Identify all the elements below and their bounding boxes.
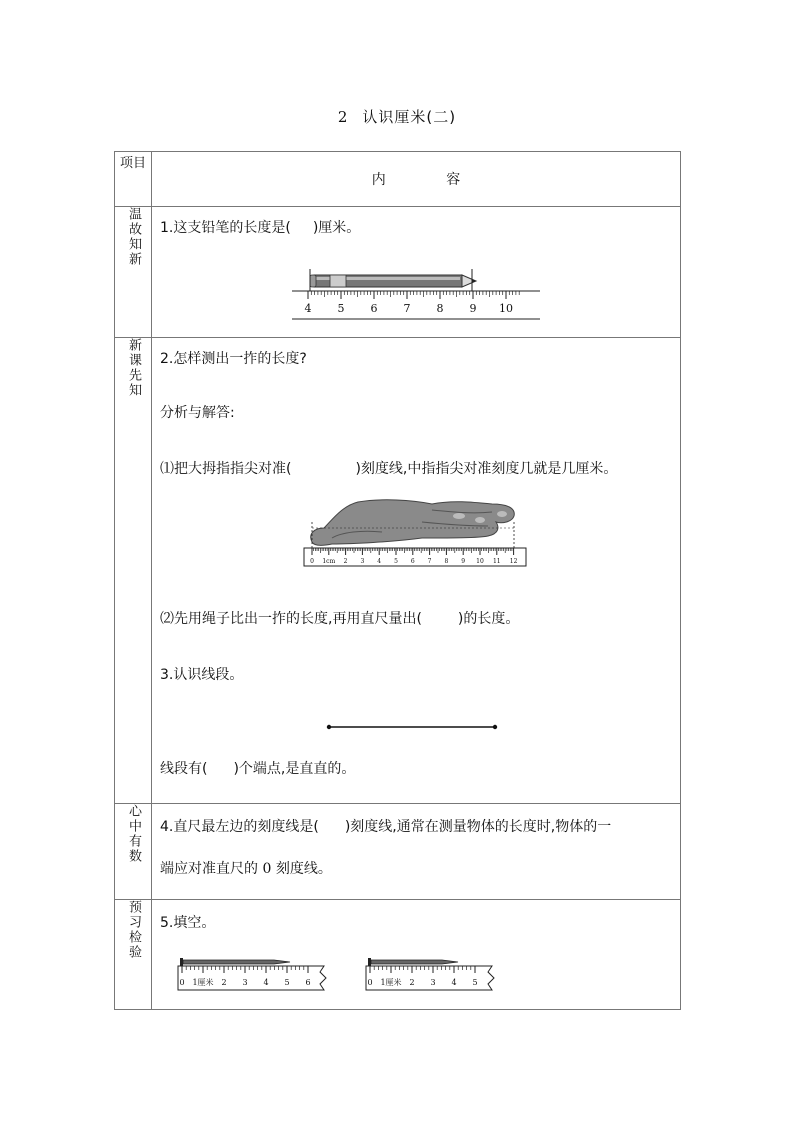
page-title bbox=[0, 106, 794, 127]
q4-zero: 0 bbox=[262, 861, 272, 877]
ruler-tick-label: 5 bbox=[337, 302, 345, 315]
preview-content bbox=[152, 900, 681, 1010]
nail-icon bbox=[368, 958, 458, 966]
question-4-line-1 bbox=[160, 816, 611, 836]
question-1 bbox=[160, 217, 360, 237]
ruler-tick-label: 2 bbox=[409, 978, 415, 987]
preview-row bbox=[115, 900, 681, 1010]
ruler-tick-label: 5 bbox=[394, 558, 398, 565]
step1-text-a: ⑴把大拇指指尖对准( bbox=[160, 461, 292, 477]
hand-icon bbox=[311, 500, 515, 545]
nail-ruler-2-figure bbox=[362, 954, 502, 994]
lesson-table bbox=[114, 151, 681, 1010]
ruler-tick-label: 8 bbox=[444, 558, 449, 565]
ruler-tick-label: 1cm bbox=[322, 558, 336, 565]
ruler-tick-label: 0 bbox=[310, 558, 314, 565]
line-segment-figure bbox=[324, 722, 500, 732]
ruler-tick-label: 4 bbox=[451, 978, 457, 987]
q1-text-a: 1.这支铅笔的长度是( bbox=[160, 220, 291, 236]
q4-text-a: 4.直尺最左边的刻度线是( bbox=[160, 819, 319, 835]
ruler-tick-label: 9 bbox=[461, 558, 466, 565]
ruler-tick-label: 4 bbox=[263, 978, 269, 987]
ruler-tick-label: 1厘米 bbox=[380, 978, 402, 987]
ruler-tick-label: 0 bbox=[179, 978, 185, 987]
ruler-tick-label: 10 bbox=[499, 302, 513, 315]
pencil-ruler-figure bbox=[292, 269, 542, 321]
ruler-tick-label: 11 bbox=[492, 558, 501, 565]
new-lesson-content bbox=[152, 338, 681, 804]
segment-endpoint-right bbox=[493, 725, 497, 729]
ruler-tick-label: 4 bbox=[304, 302, 312, 315]
header-col-item: 项目 bbox=[115, 152, 152, 207]
step-2 bbox=[160, 608, 519, 628]
ruler-tick-label: 5 bbox=[472, 978, 478, 987]
question-4-line-2 bbox=[160, 858, 332, 878]
review-label: 温故知新 bbox=[126, 207, 141, 267]
ruler-tick-label: 6 bbox=[410, 558, 415, 565]
q4-text-b: )刻度线,通常在测量物体的长度时,物体的一 bbox=[344, 819, 612, 835]
new-lesson-row bbox=[115, 338, 681, 804]
question-2: 2.怎样测出一拃的长度? bbox=[160, 351, 307, 367]
ruler-tick-label: 5 bbox=[284, 978, 290, 987]
ruler-tick-label: 9 bbox=[469, 302, 477, 315]
step1-text-b: )刻度线,中指指尖对准刻度几就是几厘米。 bbox=[355, 461, 618, 477]
ruler-tick-label: 0 bbox=[367, 978, 373, 987]
ruler-tick-label: 1厘米 bbox=[192, 978, 214, 987]
ruler-tick-label: 6 bbox=[305, 978, 311, 987]
header-col-content: 内 容 bbox=[152, 152, 681, 207]
hand-ruler-figure bbox=[302, 498, 532, 580]
ruler-tick-label: 12 bbox=[509, 558, 518, 565]
mind-content bbox=[152, 804, 681, 900]
q4-text-c: 端应对准直尺的 bbox=[160, 861, 258, 877]
step2-text-b: )的长度。 bbox=[457, 611, 520, 627]
preview-label: 预习检验 bbox=[126, 900, 141, 960]
step2-text-a: ⑵先用绳子比出一拃的长度,再用直尺量出( bbox=[160, 611, 422, 627]
review-row bbox=[115, 207, 681, 338]
ruler-tick-label: 2 bbox=[343, 558, 348, 565]
mind-row bbox=[115, 804, 681, 900]
new-lesson-label: 新课先知 bbox=[126, 338, 141, 398]
lesson-title: 认识厘米(二) bbox=[362, 108, 457, 126]
ruler-tick-label: 8 bbox=[436, 302, 444, 315]
pencil-icon bbox=[310, 275, 476, 287]
step-1 bbox=[160, 458, 617, 478]
ruler-tick-label: 7 bbox=[403, 302, 411, 315]
segment-text-a: 线段有( bbox=[160, 761, 208, 777]
ruler-tick-label: 3 bbox=[430, 978, 436, 987]
ruler-tick-label: 6 bbox=[370, 302, 378, 315]
ruler-tick-label: 2 bbox=[221, 978, 227, 987]
header-row bbox=[115, 152, 681, 207]
analysis-heading: 分析与解答: bbox=[160, 405, 235, 421]
review-content bbox=[152, 207, 681, 338]
ruler-tick-label: 4 bbox=[377, 558, 382, 565]
ruler-tick-label: 3 bbox=[242, 978, 248, 987]
nail-ruler-1-figure bbox=[174, 954, 334, 994]
mind-label: 心中有数 bbox=[126, 804, 141, 864]
question-3: 3.认识线段。 bbox=[160, 667, 244, 683]
ruler-tick-label: 10 bbox=[476, 558, 484, 565]
q1-text-b: )厘米。 bbox=[312, 220, 361, 236]
nail-icon bbox=[180, 958, 290, 966]
ruler-tick-label: 7 bbox=[427, 558, 432, 565]
segment-answer bbox=[160, 758, 355, 778]
ruler-tick-label: 3 bbox=[360, 558, 365, 565]
q4-text-d: 刻度线。 bbox=[275, 861, 332, 877]
question-5: 5.填空。 bbox=[160, 915, 216, 931]
segment-text-b: )个端点,是直直的。 bbox=[233, 761, 356, 777]
segment-endpoint-left bbox=[327, 725, 331, 729]
lesson-number: 2 bbox=[337, 108, 349, 126]
